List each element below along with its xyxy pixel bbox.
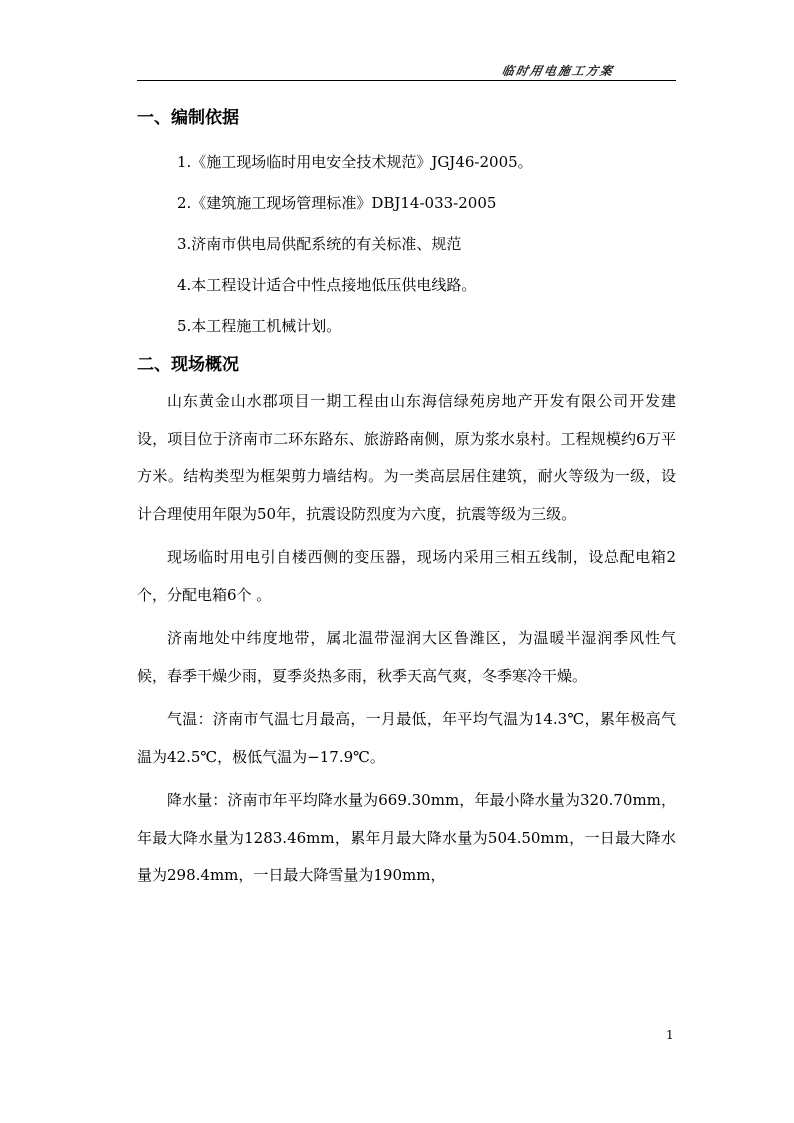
document-body xyxy=(137,100,676,895)
paragraph-power-supply: 现场临时用电引自楼西侧的变压器，现场内采用三相五线制，设总配电箱2个，分配电箱6个 。 xyxy=(137,548,676,604)
paragraph-project: 山东黄金山水郡项目一期工程由山东海信绿苑房地产开发有限公司开发建设，项目位于济南市二环东路东、旅游路南侧，原为浆水泉村。工程规模约6万平方米。结构类型为框架剪力墙结构。为一类高层居住建筑，耐火等级为一级，设计合理使用年限为50年，抗震设防烈度为六度，抗震等级为三级。 xyxy=(137,392,676,523)
page-number: 1 xyxy=(666,1028,674,1042)
paragraph-precipitation: 降水量：济南市年平均降水量为669.30mm，年最小降水量为320.70mm，年最大降水量为1283.46mm，累年月最大降水量为504.50mm，一日最大降水量为298.4mm，一日最大降雪量为190mm， xyxy=(137,791,676,884)
basis-list xyxy=(137,142,676,347)
list-item: 2.《建筑施工现场管理标准》DBJ14-033-2005 xyxy=(177,194,497,212)
section-heading-basis: 一、编制依据 xyxy=(137,108,239,128)
header-title: 临时用电施工方案 xyxy=(500,64,616,78)
section-heading-overview: 二、现场概况 xyxy=(137,355,239,375)
list-item: 3.济南市供电局供配系统的有关标准、规范 xyxy=(177,235,462,253)
list-item: 4.本工程设计适合中性点接地低压供电线路。 xyxy=(177,276,477,294)
list-item: 5.本工程施工机械计划。 xyxy=(177,317,342,335)
header-rule xyxy=(137,80,676,81)
paragraph-temperature: 气温：济南市气温七月最高，一月最低，年平均气温为14.3℃，累年极高气温为42.5℃，极低气温为−17.9℃。 xyxy=(137,710,676,766)
list-item: 1.《施工现场临时用电安全技术规范》JGJ46-2005。 xyxy=(177,153,533,171)
overview-paragraphs xyxy=(137,383,676,895)
paragraph-climate: 济南地处中纬度地带，属北温带湿润大区鲁潍区，为温暖半湿润季风性气候，春季干燥少雨，夏季炎热多雨，秋季天高气爽，冬季寒冷干燥。 xyxy=(137,629,676,685)
